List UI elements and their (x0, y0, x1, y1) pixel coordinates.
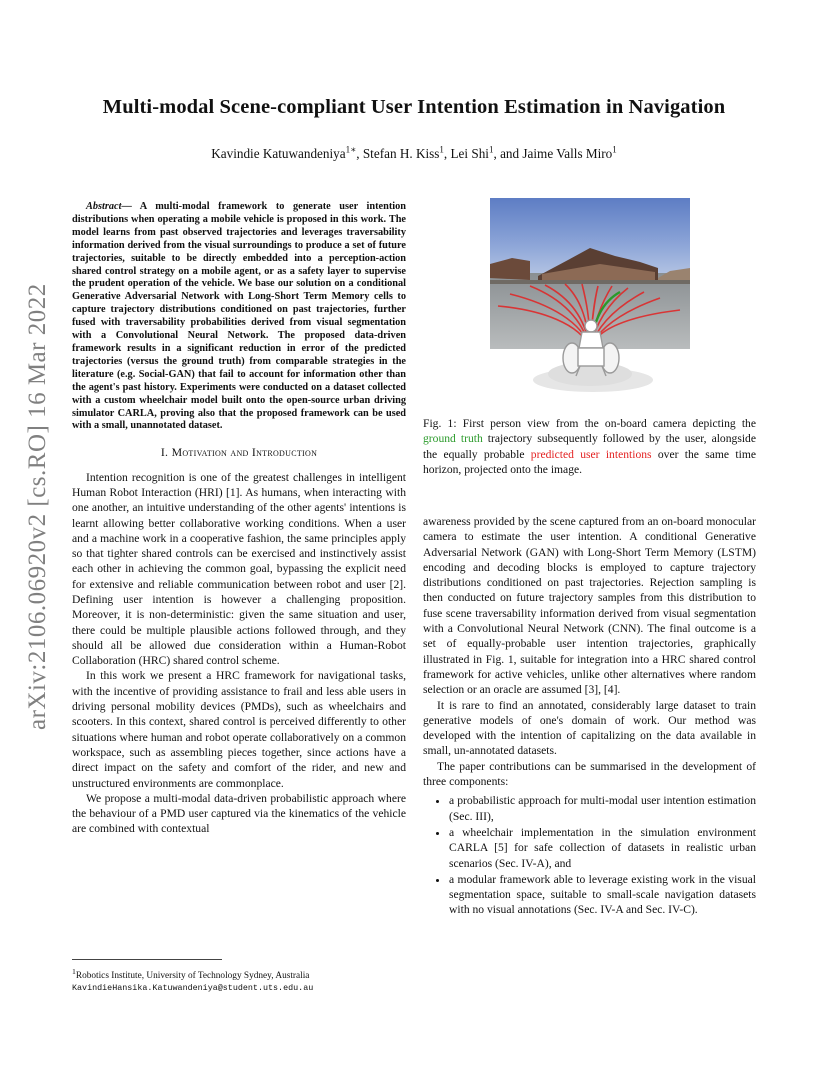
body-paragraph: The paper contributions can be summarised in the development of three components: (423, 759, 756, 789)
abstract: Abstract— A multi-modal framework to generate user intention distributions when operating a mobile vehicle is proposed in this work. The model learns from past observed trajectories and leverages traversability information derived from the visual surroundings to produce a set of future trajectories, suitable to be directly embedded into a perception-action shared control strategy on a mobile agent, or as a safety layer to supervise the prudent operation of the vehicle. We base our solution on a conditional Generative Adversarial Network with Long-Short Term Memory cells to capture trajectory distributions conditioned on past trajectories, further fused with traversability probabilities derived from visual segmentation with a Convolutional Neural Network. The proposed data-driven framework results in a significant reduction in error of the predicted trajectories (versus the ground truth) from comparable strategies in the literature (e.g. Social-GAN) that fail to account for information other than the agent's past history. Experiments were conducted on a dataset collected with a custom wheelchair model built onto the open-source urban driving simulator CARLA, proving also that the proposed framework can be used with a small, unannotated dataset. (72, 201, 406, 432)
footnote-rule (72, 959, 222, 960)
arxiv-identifier: arXiv:2106.06920v2 [cs.RO] 16 Mar 2022 (24, 283, 51, 730)
footnote-affiliation: Robotics Institute, University of Technology Sydney, Australia (75, 971, 310, 982)
contribution-list (423, 793, 756, 917)
footnote-email: KavindieHansika.Katuwandeniya@student.uts.edu.au (72, 983, 314, 994)
body-paragraph: Intention recognition is one of the greatest challenges in intelligent Human Robot Interaction (HRI) [1]. As humans, when interacting with one another, an intuitive understanding of the other agents' intentions is learnt allowing better collaborative working conditions. When a user and a machine work in a cooperative fashion, the same principles apply so that tighter shared controls can be exercised and instinctively assist each other in achieving the common goal, bypassing the explicit need for extensive and reliable communication between robot and user [2]. Defining user intention is however a challenging proposition. Moreover, it is non-deterministic: given the same situation and user, there could be multiple plausible actions followed through, and they should all be allowed due consideration within a Human-Robot Collaboration (HRC) shared control scheme. (72, 470, 406, 668)
list-item: • a wheelchair implementation in the simulation environment CARLA [5] for safe collection of datasets in realistic urban scenarios (Sec. IV-A), and (449, 825, 756, 871)
author: Kavindie Katuwandeniya$^{1∗}$, (211, 145, 363, 162)
abstract-label: Abstract (86, 201, 122, 212)
section-heading: I. Motivation and Introduction (160, 445, 318, 460)
fence (490, 280, 690, 284)
author: Jaime Valls Miro$^1$ (522, 145, 617, 162)
body-paragraph: In this work we present a HRC framework for navigational tasks, with the incentive of providing assistance to frail and less able users in driving personal mobility devices (PMDs), such as wheelchairs and scooters. In this context, shared control is perceived differently to other situations where human and robot operate collaboratively on a common workspace, such as assembling pieces together, since actions have a direct impact on the safety and comfort of the rider, and new and unstructured environments are commonplace. (72, 669, 406, 790)
body-paragraph: We propose a multi-modal data-driven probabilistic approach where the behaviour of a PMD user captured via the kinematics of the vehicle are combined with contextual (72, 791, 406, 836)
list-item: • a modular framework able to leverage existing work in the visual segmentation space, suitable to small-scale navigation datasets with no visual annotations (Sec. IV-A and Sec. IV-C). (449, 872, 756, 918)
caption-predicted: predicted user intentions (530, 447, 652, 461)
caption-ground-truth: ground truth (423, 432, 483, 446)
left-column (72, 201, 406, 837)
body-paragraph: awareness provided by the scene captured from an on-board monocular camera to estimate the user intention. A conditional Generative Adversarial Network (GAN) with Long-Short Term Memory (LSTM) encoding and decoding blocks is employed to capture trajectory distributions conditioned on past trajectories. Rejection sampling is then conducted on future trajectory samples from this distribution to fuse scene traversability information derived from visual segmentation with a Convolutional Neural Network (CNN). The final outcome is a set of equally-probable user intention trajectories, graphically illustrated in Fig. 1, suitable for integration into a HRC shared control framework for active vehicles, unlike other alternatives where random selection or an oracle are assumed [3], [4]. (423, 515, 756, 697)
figure-image (490, 198, 690, 399)
author-list (0, 145, 828, 162)
paper-title: Multi-modal Scene-compliant User Intention Estimation in Navigation (102, 96, 726, 118)
figure-caption: Fig. 1: First person view from the on-board camera depicting the ground truth trajectory subsequently followed by the user, alongside the equally probable predicted user intentions over the same time horizon, projected onto the image. (423, 417, 756, 476)
right-column (423, 514, 756, 919)
list-item: • a probabilistic approach for multi-modal user intention estimation (Sec. III), (449, 793, 756, 824)
figure-1 (490, 198, 690, 399)
body-paragraph: It is rare to find an annotated, considerably large dataset to train generative models of one's domain of work. Our method was developed with the intention of capitalizing on the data available in small, un-annotated datasets. (423, 698, 756, 758)
author: Lei Shi$^1$, and (450, 145, 523, 162)
author: Stefan H. Kiss$^1$, (362, 145, 451, 162)
footnote: $^1$Robotics Institute, University of Technology Sydney, Australia KavindieHansika.Katuwandeniya@student.uts.edu.au (72, 966, 406, 994)
abstract-text: A multi-modal framework to generate user intention distributions when operating a mobile vehicle is proposed in this work. The model learns from past observed trajectories and leverages traversability information derived from the visual surroundings to produce a set of future trajectories, suitable to be directly embedded into a perception-action shared control strategy on a mobile agent, or as a safety layer to supervise the prudent operation of the vehicle. We base our solution on a conditional Generative Adversarial Network with Long-Short Term Memory cells to capture trajectory distributions conditioned on past trajectories, further fused with traversability probabilities derived from visual segmentation with a Convolutional Neural Network. The proposed data-driven framework results in a significant reduction in error of the predicted trajectories (versus the ground truth) from comparable strategies in the literature (e.g. Social-GAN) that fail to account for information other than the agent's past history. Experiments were conducted on a dataset collected with a custom wheelchair model built onto the open-source urban driving simulator CARLA, proving also that the proposed framework can be used with a small, unannotated dataset. (72, 201, 406, 432)
